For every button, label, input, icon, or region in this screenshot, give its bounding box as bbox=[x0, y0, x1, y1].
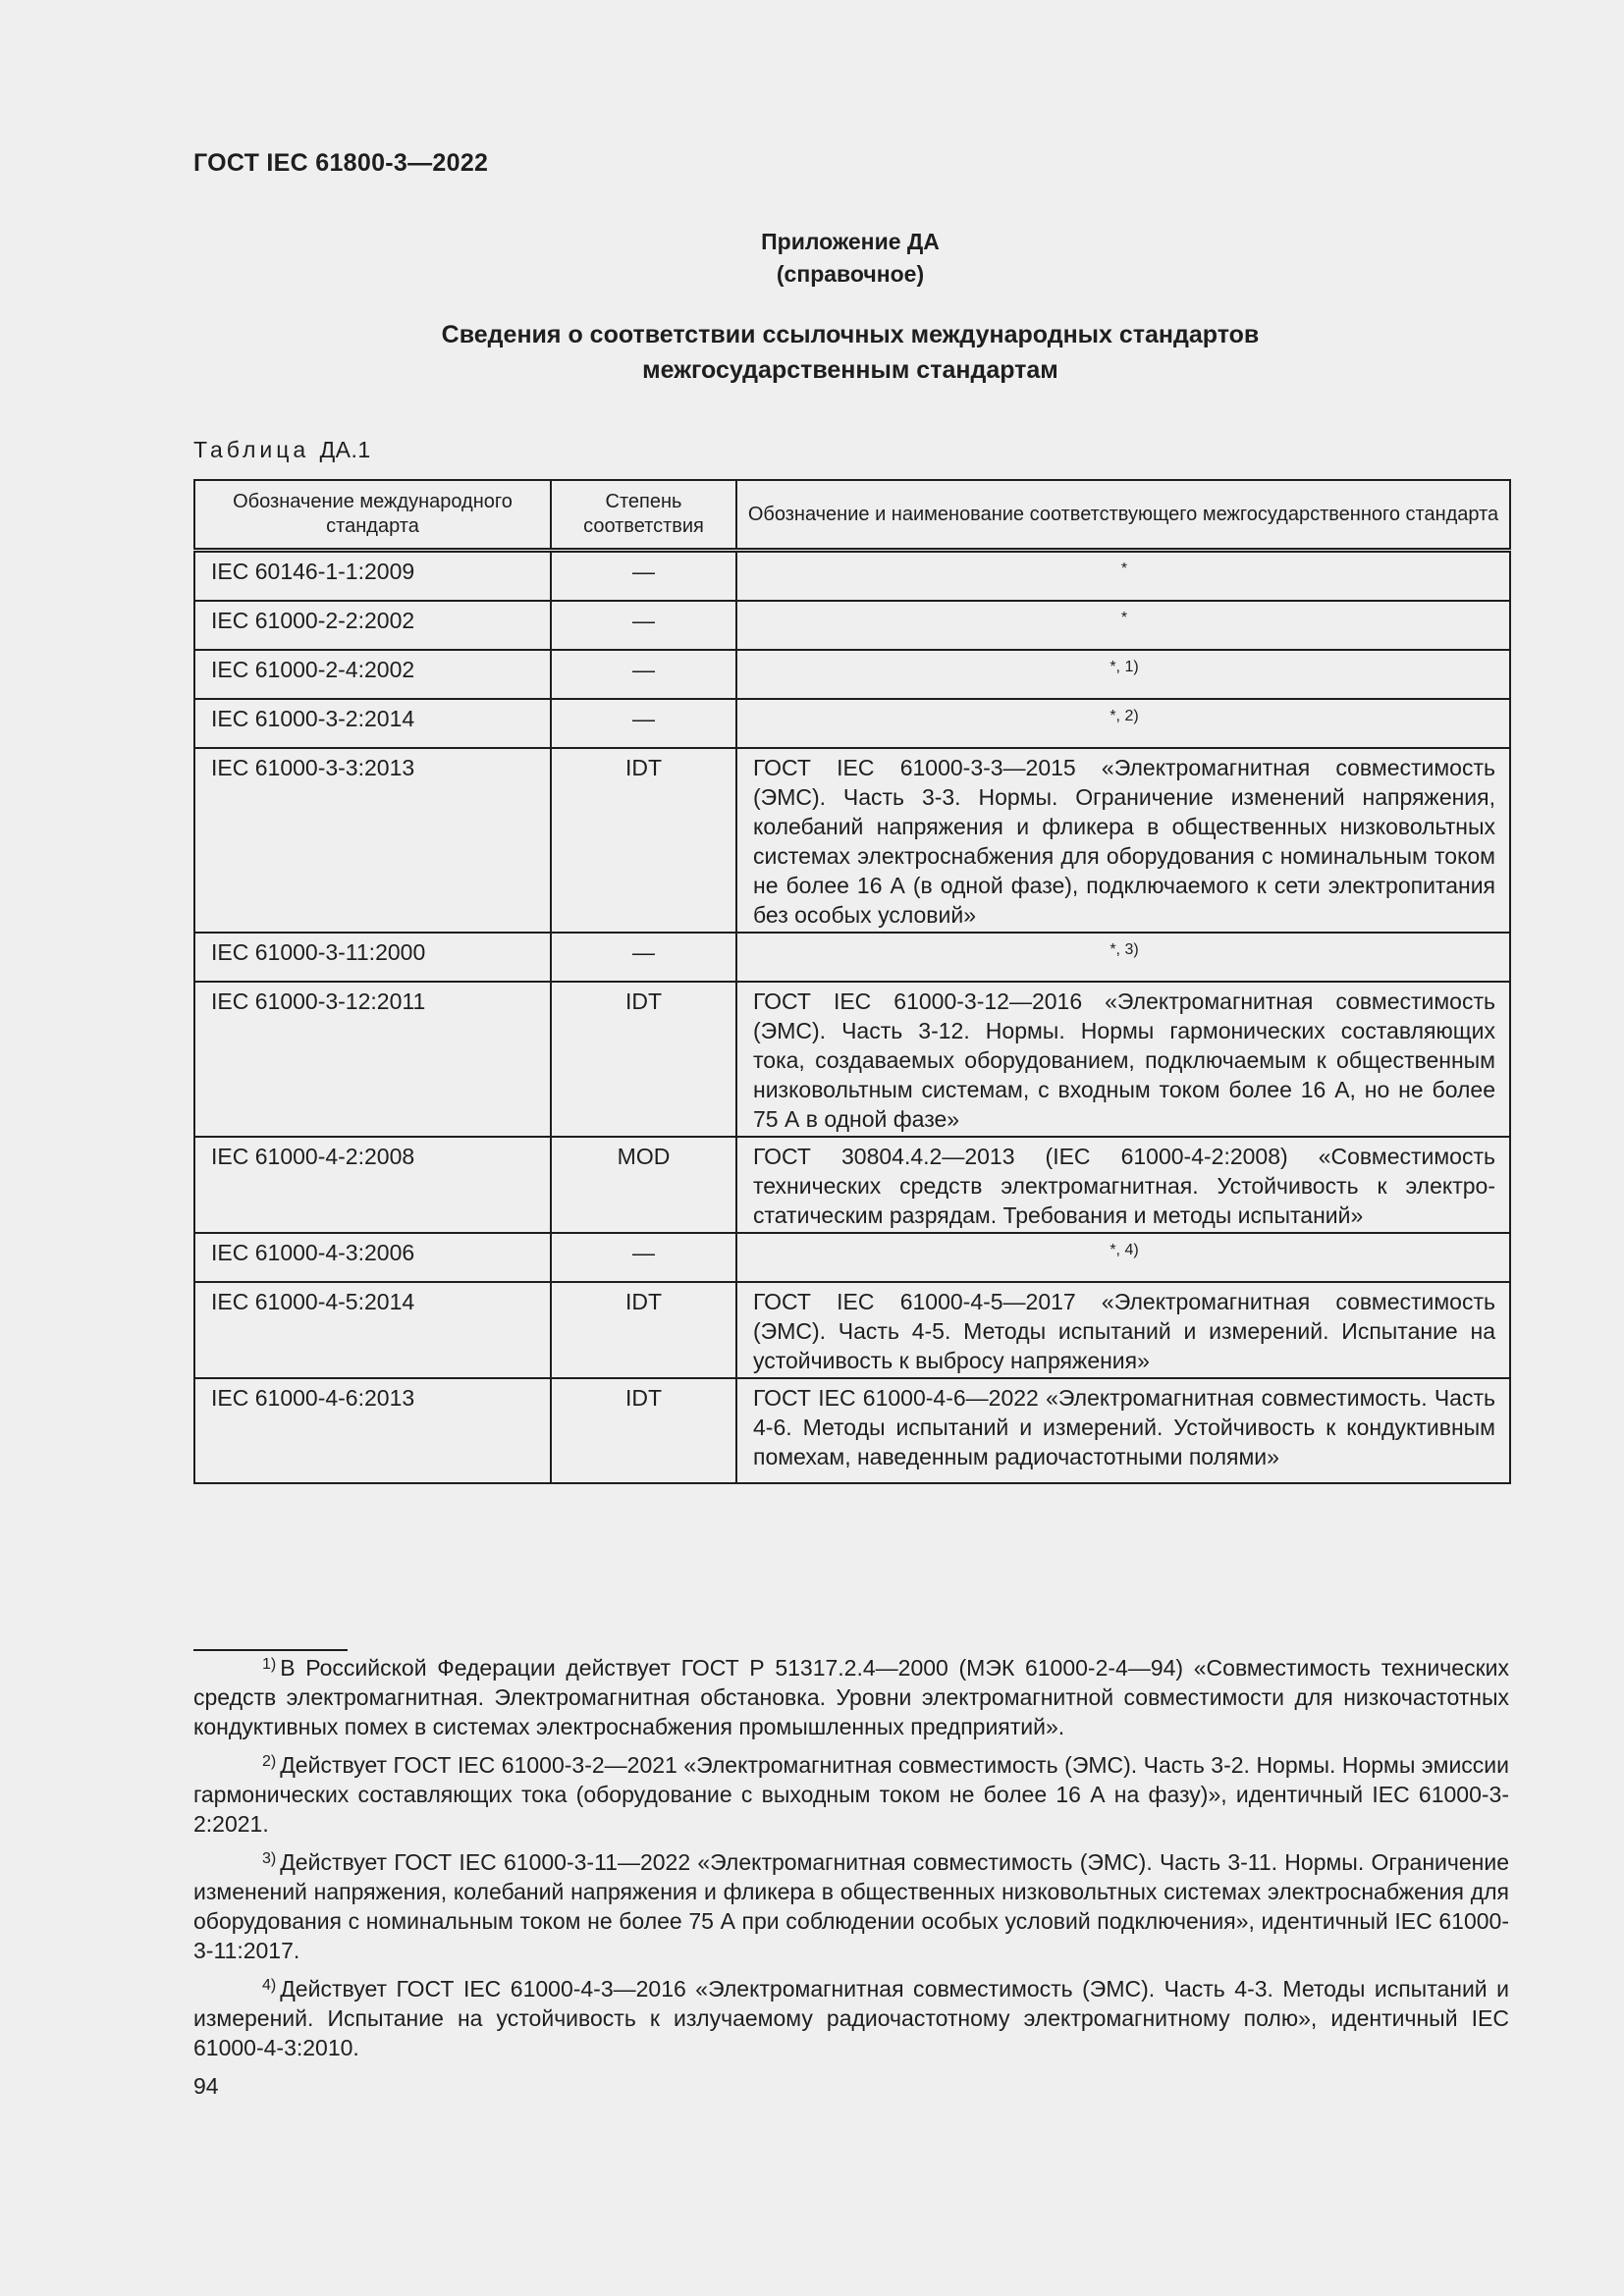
cell-degree: IDT bbox=[551, 748, 736, 933]
cell-degree: IDT bbox=[551, 982, 736, 1137]
appendix-heading bbox=[0, 226, 1624, 291]
cell-standard: IEC 61000-4-3:2006 bbox=[194, 1233, 551, 1282]
footnote-text: В Российской Федерации действует ГОСТ Р 51317.2.4—2000 (МЭК 61000-2-4—94) «Совместимость технических средств электромагнитная. Электромагнитная обстановка. Уровни электромагнитной совместимости для низкочастотных кондуктивных помех в системах электроснабжения промышленных предприятий». bbox=[193, 1655, 1509, 1739]
cell-mark: * bbox=[1110, 941, 1116, 958]
document-title-line-2: межгосударственным стандартам bbox=[642, 356, 1058, 384]
header-interstate-standard: Обозначение и наименование соответствующего межгосударственного стандарта bbox=[736, 480, 1510, 551]
cell-degree: — bbox=[551, 699, 736, 748]
footnote-text: Действует ГОСТ IEC 61000-3-2—2021 «Электромагнитная совместимость (ЭМС). Часть 3-2. Нормы. Нормы эмиссии гармонических составляющих тока (оборудование с выходным током не более 16 А на фазу)», идентичный IEC 61000-3-2:2021. bbox=[193, 1752, 1509, 1837]
cell-mark: * bbox=[1120, 561, 1128, 577]
cell-reference: ГОСТ IEC 61000-3-12—2016 «Электромагнитная совместимость (ЭМС). Часть 3-12. Нормы. Нормы гармонических составляющих тока, создаваемых оборудованием, подключаемым к общественным низковольтным системам, с входным током более 16 А, но не более 75 А в одной фазе» bbox=[736, 982, 1510, 1137]
cell-footnote-ref: , 1) bbox=[1115, 659, 1139, 675]
page-header-title: ГОСТ IEC 61800-3—2022 bbox=[193, 149, 489, 177]
cell-degree: MOD bbox=[551, 1137, 736, 1233]
table-row bbox=[194, 1137, 1510, 1233]
cell-degree: — bbox=[551, 551, 736, 602]
standards-table bbox=[193, 479, 1511, 1484]
cell-reference bbox=[736, 551, 1510, 602]
cell-standard: IEC 61000-4-2:2008 bbox=[194, 1137, 551, 1233]
table-row bbox=[194, 601, 1510, 650]
table-row bbox=[194, 748, 1510, 933]
footnote-item bbox=[193, 1750, 1509, 1839]
table-caption-word: Таблица bbox=[193, 437, 310, 462]
footnote-marker: 4) bbox=[262, 1977, 277, 1994]
document-title-line-1: Сведения о соответствии ссылочных международных стандартов bbox=[441, 321, 1260, 348]
cell-standard: IEC 60146-1-1:2009 bbox=[194, 551, 551, 602]
footnote-item bbox=[193, 1974, 1509, 2062]
page-number: 94 bbox=[193, 2073, 219, 2099]
table-row bbox=[194, 551, 1510, 602]
cell-standard: IEC 61000-3-3:2013 bbox=[194, 748, 551, 933]
cell-mark: * bbox=[1110, 1242, 1116, 1258]
footnote-item bbox=[193, 1847, 1509, 1965]
cell-reference bbox=[736, 601, 1510, 650]
footnote-marker: 3) bbox=[262, 1850, 277, 1867]
footnote-item bbox=[193, 1653, 1509, 1741]
cell-reference bbox=[736, 699, 1510, 748]
appendix-kind: (справочное) bbox=[776, 261, 925, 287]
document-title bbox=[0, 317, 1624, 388]
table-caption bbox=[193, 437, 371, 463]
cell-standard: IEC 61000-2-2:2002 bbox=[194, 601, 551, 650]
footnote-text: Действует ГОСТ IEC 61000-4-3—2016 «Электромагнитная совместимость (ЭМС). Часть 4-3. Методы испытаний и измерений. Испытание на устойчивость к излучаемому радиочастотному электромагнитному полю», идентичный IEC 61000-4-3:2010. bbox=[193, 1976, 1509, 2060]
cell-degree: — bbox=[551, 933, 736, 982]
footnote-separator bbox=[193, 1649, 348, 1651]
footnotes bbox=[193, 1653, 1509, 2071]
table-caption-number: ДА.1 bbox=[319, 437, 371, 462]
cell-standard: IEC 61000-4-6:2013 bbox=[194, 1378, 551, 1483]
cell-footnote-ref: , 2) bbox=[1115, 708, 1139, 724]
table-row bbox=[194, 650, 1510, 699]
cell-footnote-ref: , 4) bbox=[1115, 1242, 1139, 1258]
appendix-label: Приложение ДА bbox=[761, 229, 940, 254]
cell-reference: ГОСТ 30804.4.2—2013 (IEC 61000-4-2:2008) «Совместимость технических средств электромагнитная. Устойчивость к электростатическим разрядам. Требования и методы испытаний» bbox=[736, 1137, 1510, 1233]
table-row bbox=[194, 1233, 1510, 1282]
cell-footnote-ref: , 3) bbox=[1115, 941, 1139, 958]
cell-standard: IEC 61000-3-12:2011 bbox=[194, 982, 551, 1137]
header-degree-of-correspondence: Степень соответствия bbox=[551, 480, 736, 551]
table-row bbox=[194, 699, 1510, 748]
cell-degree: IDT bbox=[551, 1282, 736, 1378]
cell-reference: ГОСТ IEC 61000-3-3—2015 «Электромагнитная совместимость (ЭМС). Часть 3-3. Нормы. Ограничение изменений напряжения, колебаний напряжения и фликера в общественных низковольтных системах электроснабжения для оборудования с номинальным током не более 16 А (в одной фазе), подключаемого к сети электропитания без особых условий» bbox=[736, 748, 1510, 933]
cell-degree: — bbox=[551, 650, 736, 699]
cell-degree: IDT bbox=[551, 1378, 736, 1483]
footnote-marker: 1) bbox=[262, 1656, 277, 1673]
cell-reference: ГОСТ IEC 61000-4-5—2017 «Электромагнитная совместимость (ЭМС). Часть 4-5. Методы испытаний и измерений. Испытание на устойчивость к выбросу напряжения» bbox=[736, 1282, 1510, 1378]
cell-degree: — bbox=[551, 601, 736, 650]
footnote-marker: 2) bbox=[262, 1753, 277, 1770]
table-row bbox=[194, 1378, 1510, 1483]
table-header-row bbox=[194, 480, 1510, 551]
cell-standard: IEC 61000-4-5:2014 bbox=[194, 1282, 551, 1378]
cell-reference bbox=[736, 1233, 1510, 1282]
footnote-text: Действует ГОСТ IEC 61000-3-11—2022 «Электромагнитная совместимость (ЭМС). Часть 3-11. Нормы. Ограничение изменений напряжения, колебаний напряжения и фликера в общественных низковольтных системах электроснабжения для оборудования с номинальным током не более 75 А при соблюдении особых условий подключения», идентичный IEC 61000-3-11:2017. bbox=[193, 1849, 1509, 1963]
table-row bbox=[194, 1282, 1510, 1378]
cell-standard: IEC 61000-2-4:2002 bbox=[194, 650, 551, 699]
table-row bbox=[194, 982, 1510, 1137]
cell-mark: * bbox=[1110, 708, 1116, 724]
cell-degree: — bbox=[551, 1233, 736, 1282]
cell-standard: IEC 61000-3-2:2014 bbox=[194, 699, 551, 748]
cell-mark: * bbox=[1120, 610, 1128, 626]
cell-reference bbox=[736, 650, 1510, 699]
cell-mark: * bbox=[1110, 659, 1116, 675]
cell-standard: IEC 61000-3-11:2000 bbox=[194, 933, 551, 982]
cell-reference bbox=[736, 933, 1510, 982]
header-international-standard: Обозначение международного стандарта bbox=[194, 480, 551, 551]
cell-reference: ГОСТ IEC 61000-4-6—2022 «Электромагнитная совместимость. Часть 4-6. Методы испытаний и измерений. Устойчивость к кондуктивным помехам, наведенным радиочастотными полями» bbox=[736, 1378, 1510, 1483]
table-row bbox=[194, 933, 1510, 982]
